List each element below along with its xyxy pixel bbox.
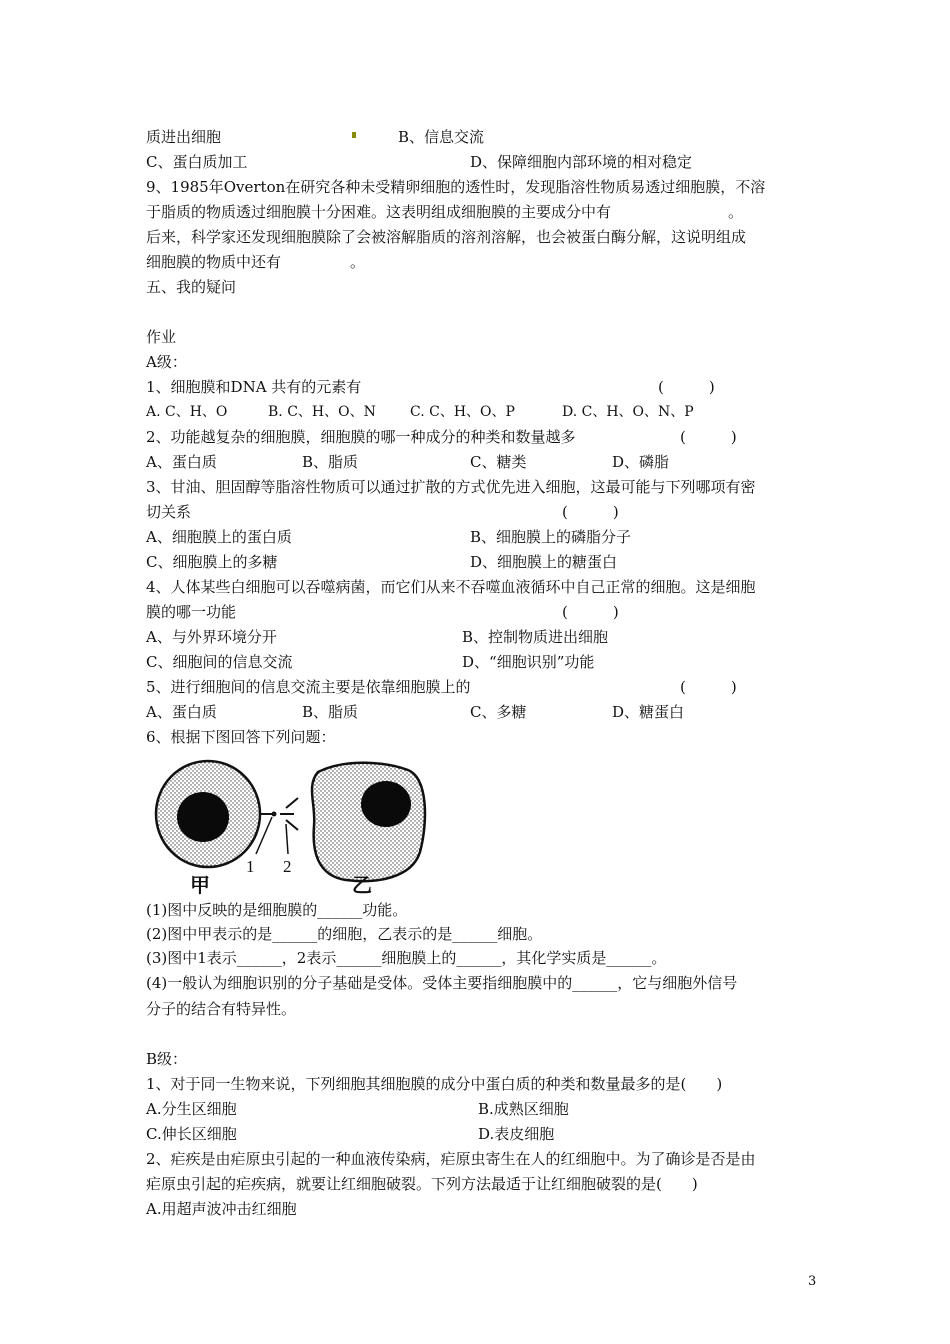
b1-option-a: A.分生区细胞	[146, 1100, 237, 1118]
a2-option-b: B、脂质	[302, 453, 359, 471]
question-9-line-1: 9、1985年Overton在研究各种未受精卵细胞的透性时，发现脂溶性物质易透过细胞膜，不溶	[146, 178, 766, 196]
label-2: 2	[283, 857, 292, 876]
receptor-arm-upper	[286, 798, 298, 808]
question-9-line-4: 细胞膜的物质中还有	[146, 253, 282, 271]
b2-option-a: A.用超声波冲击红细胞	[146, 1200, 297, 1218]
a3-option-d: D、细胞膜上的糖蛋白	[470, 553, 618, 571]
a-question-3-paren: ( )	[562, 503, 619, 521]
section-5-heading: 五、我的疑问	[146, 278, 237, 296]
question-9-line-4-end: 。	[350, 253, 366, 271]
a3-option-c: C、细胞膜上的多糖	[146, 553, 278, 571]
a-question-5-paren: ( )	[680, 678, 737, 696]
receptor-arm-lower	[286, 820, 298, 830]
a2-option-c: C、糖类	[470, 453, 527, 471]
signal-end	[272, 812, 277, 817]
a4-option-a: A、与外界环境分开	[146, 628, 277, 646]
a6-sub-2: (2)图中甲表示的是______的细胞，乙表示的是______细胞。	[146, 925, 543, 943]
a-question-1-paren: ( )	[658, 378, 715, 396]
a-question-4-paren: ( )	[562, 603, 619, 621]
page-number: 3	[808, 1274, 817, 1289]
a5-option-a: A、蛋白质	[146, 703, 217, 721]
b-question-1: 1、对于同一生物来说，下列细胞其细胞膜的成分中蛋白质的种类和数量最多的是( )	[146, 1075, 723, 1093]
pointer-2	[286, 824, 288, 854]
a-question-1: 1、细胞膜和DNA 共有的元素有	[146, 378, 362, 396]
a1-option-c: C. C、H、O、P	[410, 404, 515, 420]
a6-sub-1: (1)图中反映的是细胞膜的______功能。	[146, 901, 408, 919]
question-9-line-2: 于脂质的物质透过细胞膜十分困难。这表明组成细胞膜的主要成分中有	[146, 203, 612, 221]
label-yi: 乙	[352, 873, 372, 897]
a5-option-c: C、多糖	[470, 703, 527, 721]
label-1: 1	[246, 857, 255, 876]
a-question-4-line-1: 4、人体某些白细胞可以吞噬病菌，而它们从来不吞噬血液循环中自己正常的细胞。这是细胞	[146, 578, 756, 596]
a1-option-b: B. C、H、O、N	[268, 404, 376, 420]
a1-option-d: D. C、H、O、N、P	[562, 404, 694, 420]
a4-option-c: C、细胞间的信息交流	[146, 653, 293, 671]
level-b-heading: B级：	[146, 1050, 188, 1068]
a4-option-b: B、控制物质进出细胞	[462, 628, 609, 646]
a5-option-b: B、脂质	[302, 703, 359, 721]
nucleus-jia	[177, 792, 229, 842]
homework-heading: 作业	[146, 328, 177, 346]
a3-option-b: B、细胞膜上的磷脂分子	[470, 528, 632, 546]
cell-recognition-diagram	[146, 752, 446, 902]
nucleus-yi	[361, 781, 411, 827]
a-question-2: 2、功能越复杂的细胞膜，细胞膜的哪一种成分的种类和数量越多	[146, 428, 576, 446]
a-question-4-line-2: 膜的哪一功能	[146, 603, 237, 621]
option-d: D、保障细胞内部环境的相对稳定	[470, 153, 693, 171]
option-c: C、蛋白质加工	[146, 153, 248, 171]
a3-option-a: A、细胞膜上的蛋白质	[146, 528, 292, 546]
a5-option-d: D、糖蛋白	[612, 703, 685, 721]
label-jia: 甲	[190, 873, 210, 897]
level-a-heading: A级：	[146, 353, 187, 371]
cell-yi	[312, 763, 425, 881]
question-9-line-2-end: 。	[728, 203, 744, 221]
a-question-3-line-1: 3、甘油、胆固醇等脂溶性物质可以通过扩散的方式优先进入细胞，这最可能与下列哪项有密	[146, 478, 756, 496]
stray-mark	[352, 132, 356, 138]
cell-diagram-svg	[146, 752, 446, 902]
a2-option-d: D、磷脂	[612, 453, 670, 471]
b1-option-d: D.表皮细胞	[478, 1125, 555, 1143]
a6-sub-4-line-2: 分子的结合有特异性。	[146, 1000, 297, 1018]
b-question-2-line-1: 2、疟疾是由疟原虫引起的一种血液传染病，疟原虫寄生在人的红细胞中。为了确诊是否是由	[146, 1150, 756, 1168]
a4-option-d: D、“细胞识别”功能	[462, 653, 595, 671]
a-question-6: 6、根据下图回答下列问题：	[146, 728, 336, 746]
option-b: B、信息交流	[398, 128, 485, 146]
question-9-line-3: 后来，科学家还发现细胞膜除了会被溶解脂质的溶剂溶解，也会被蛋白酶分解，这说明组成	[146, 228, 747, 246]
b1-option-b: B.成熟区细胞	[478, 1100, 569, 1118]
a-question-3-line-2: 切关系	[146, 503, 192, 521]
a2-option-a: A、蛋白质	[146, 453, 217, 471]
a-question-2-paren: ( )	[680, 428, 737, 446]
b-question-2-line-2: 疟原虫引起的疟疾病，就要让红细胞破裂。下列方法最适于让红细胞破裂的是( )	[146, 1175, 698, 1193]
a6-sub-4-line-1: (4)一般认为细胞识别的分子基础是受体。受体主要指细胞膜中的______，它与细胞外信号	[146, 974, 738, 992]
a-question-5: 5、进行细胞间的信息交流主要是依靠细胞膜上的	[146, 678, 471, 696]
a6-sub-3: (3)图中1表示______，2表示______细胞膜上的______，其化学实质是______。	[146, 949, 667, 967]
option-a-tail: 质进出细胞	[146, 128, 222, 146]
a1-option-a: A. C、H、O	[146, 404, 228, 420]
b1-option-c: C.伸长区细胞	[146, 1125, 237, 1143]
